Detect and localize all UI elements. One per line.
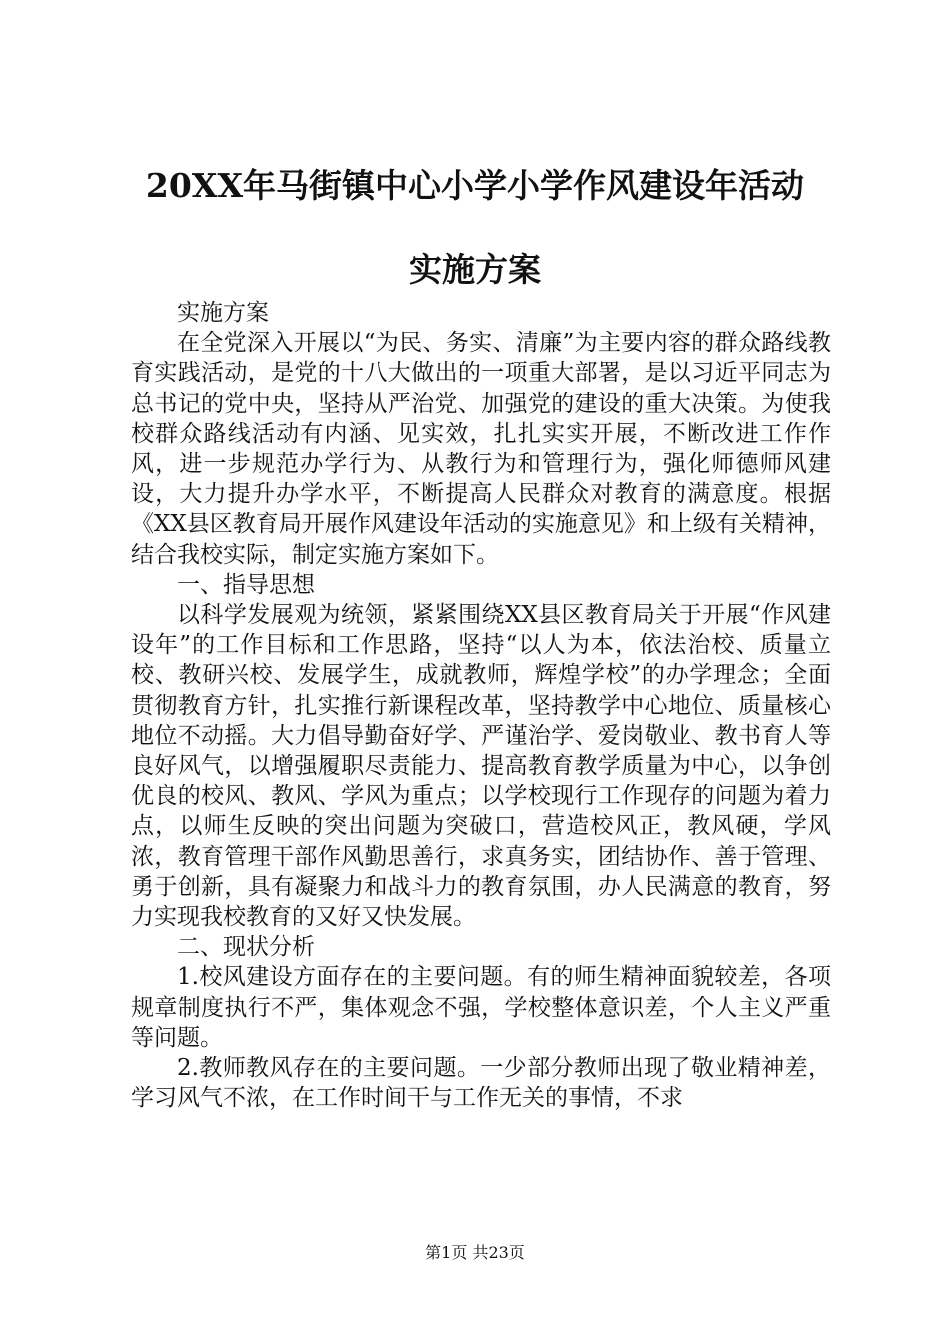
paragraph-guiding-ideology: 以科学发展观为统领，紧紧围绕XX县区教育局关于开展“作风建设年”的工作目标和工作思路，坚持“以人为本，依法治校、质量立校、教研兴校、发展学生，成就教师，辉煌学校”的办学理念；全面贯彻教育方针，扎实推行新课程改革，坚持教学中心地位、质量核心地位不动摇。大力倡导勤奋好学、严谨治学、爱岗敬业、教书育人等良好风气，以增强履职尽责能力、提高教育教学质量为中心，以争创优良的校风、教风、学风为重点；以学校现行工作现存的问题为着力点，以师生反映的突出问题为突破口，营造校风正，教风硬，学风浓，教育管理干部作风勤思善行，求真务实，团结协作、善于管理、勇于创新，具有凝聚力和战斗力的教育氛围，办人民满意的教育，努力实现我校教育的又好又快发展。: [131, 602, 831, 931]
document-title-line-1: 20XX年马街镇中心小学小学作风建设年活动: [145, 166, 805, 205]
document-title-line-2: 实施方案: [409, 250, 541, 289]
document-body: [131, 298, 831, 1113]
paragraph-teaching-style-issues: 2.教师教风存在的主要问题。一少部分教师出现了敬业精神差，学习风气不浓，在工作时间干与工作无关的事情，不求: [131, 1055, 831, 1112]
paragraph-intro: 在全党深入开展以“为民、务实、清廉”为主要内容的群众路线教育实践活动，是党的十八大做出的一项重大部署，是以习近平同志为总书记的党中央，坚持从严治党、加强党的建设的重大决策。为使我校群众路线活动有内涵、见实效，扎扎实实开展，不断改进工作作风，进一步规范办学行为、从教行为和管理行为，强化师德师风建设，大力提升办学水平，不断提高人民群众对教育的满意度。根据《XX县区教育局开展作风建设年活动的实施意见》和上级有关精神，结合我校实际，制定实施方案如下。: [131, 330, 831, 568]
paragraph-school-spirit-issues: 1.校风建设方面存在的主要问题。有的师生精神面貌较差，各项规章制度执行不严，集体观念不强，学校整体意识差，个人主义严重等问题。: [131, 964, 831, 1051]
paragraph-subtitle: 实施方案: [177, 300, 269, 326]
page-footer: 第1页 共23页: [425, 1243, 525, 1262]
section-heading-guiding-ideology: 一、指导思想: [177, 571, 315, 598]
section-heading-status-analysis: 二、现状分析: [177, 934, 315, 961]
